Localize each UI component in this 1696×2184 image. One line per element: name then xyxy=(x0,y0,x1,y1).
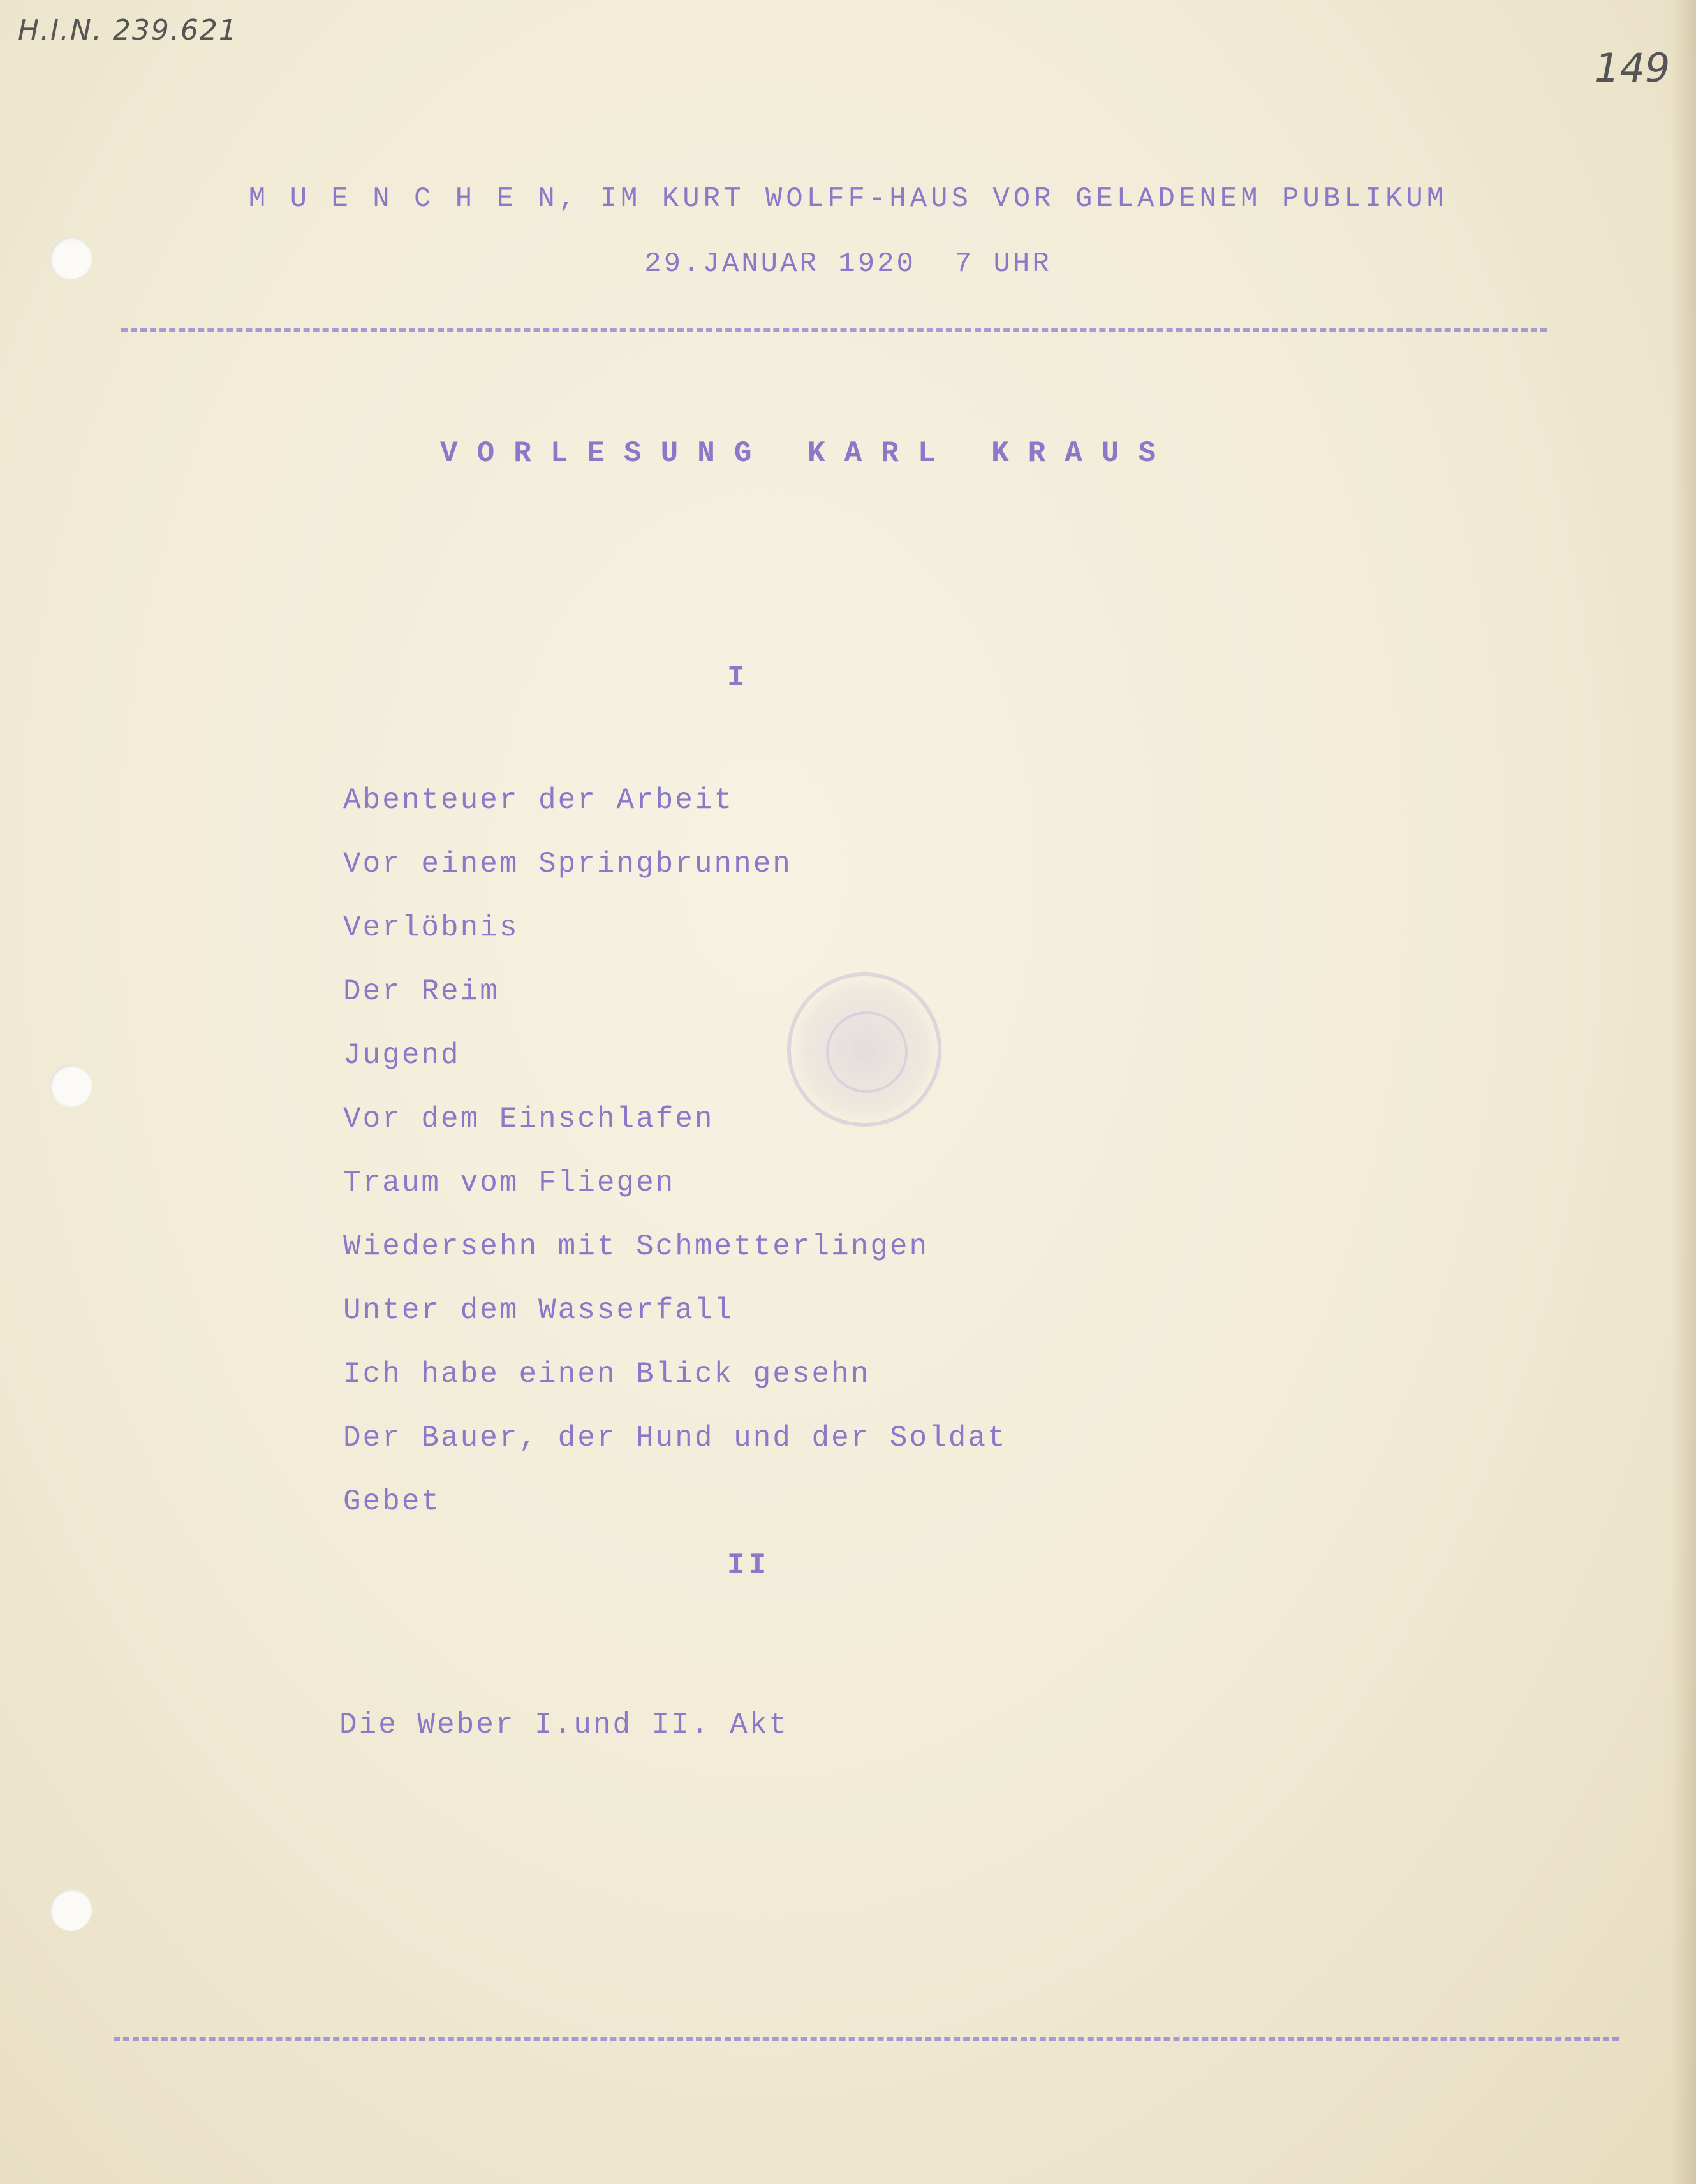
punch-hole-bottom xyxy=(50,1889,92,1931)
section-one-numeral: I xyxy=(727,661,749,694)
program-item: Der Reim xyxy=(343,975,499,1008)
punch-hole-middle xyxy=(50,1065,92,1107)
bottom-dashed-rule xyxy=(114,2037,1619,2041)
program-list-section-one xyxy=(343,786,1007,1551)
top-dashed-rule xyxy=(121,328,1547,332)
program-item: Gebet xyxy=(343,1485,441,1518)
program-item: Vor dem Einschlafen xyxy=(343,1103,714,1136)
faded-library-stamp xyxy=(787,972,941,1127)
program-item: Abenteuer der Arbeit xyxy=(343,784,734,817)
program-item: Der Bauer, der Hund und der Soldat xyxy=(343,1421,1007,1455)
document-title: VORLESUNG KARL KRAUS xyxy=(440,437,1176,470)
handwritten-inventory-id: H.I.N. 239.621 xyxy=(18,14,238,47)
stamp-inner-ring xyxy=(826,1011,908,1093)
paper-edge-shadow xyxy=(1670,0,1696,2184)
program-item: Traum vom Fliegen xyxy=(343,1166,675,1199)
program-item: Jugend xyxy=(343,1039,461,1072)
venue-line: M U E N C H E N, IM KURT WOLFF-HAUS VOR GELADENEM PUBLIKUM xyxy=(248,183,1448,215)
program-item: Verlöbnis xyxy=(343,911,519,944)
program-item: Ich habe einen Blick gesehn xyxy=(343,1358,871,1391)
date-line: 29.JANUAR 1920 7 UHR xyxy=(644,248,1052,280)
program-item-section-two: Die Weber I.und II. Akt xyxy=(339,1708,788,1741)
program-item: Unter dem Wasserfall xyxy=(343,1294,734,1327)
handwritten-page-number: 149 xyxy=(1595,45,1670,91)
section-two-numeral: II xyxy=(727,1549,771,1582)
program-item: Vor einem Springbrunnen xyxy=(343,847,792,881)
program-item: Wiedersehn mit Schmetterlingen xyxy=(343,1230,929,1263)
